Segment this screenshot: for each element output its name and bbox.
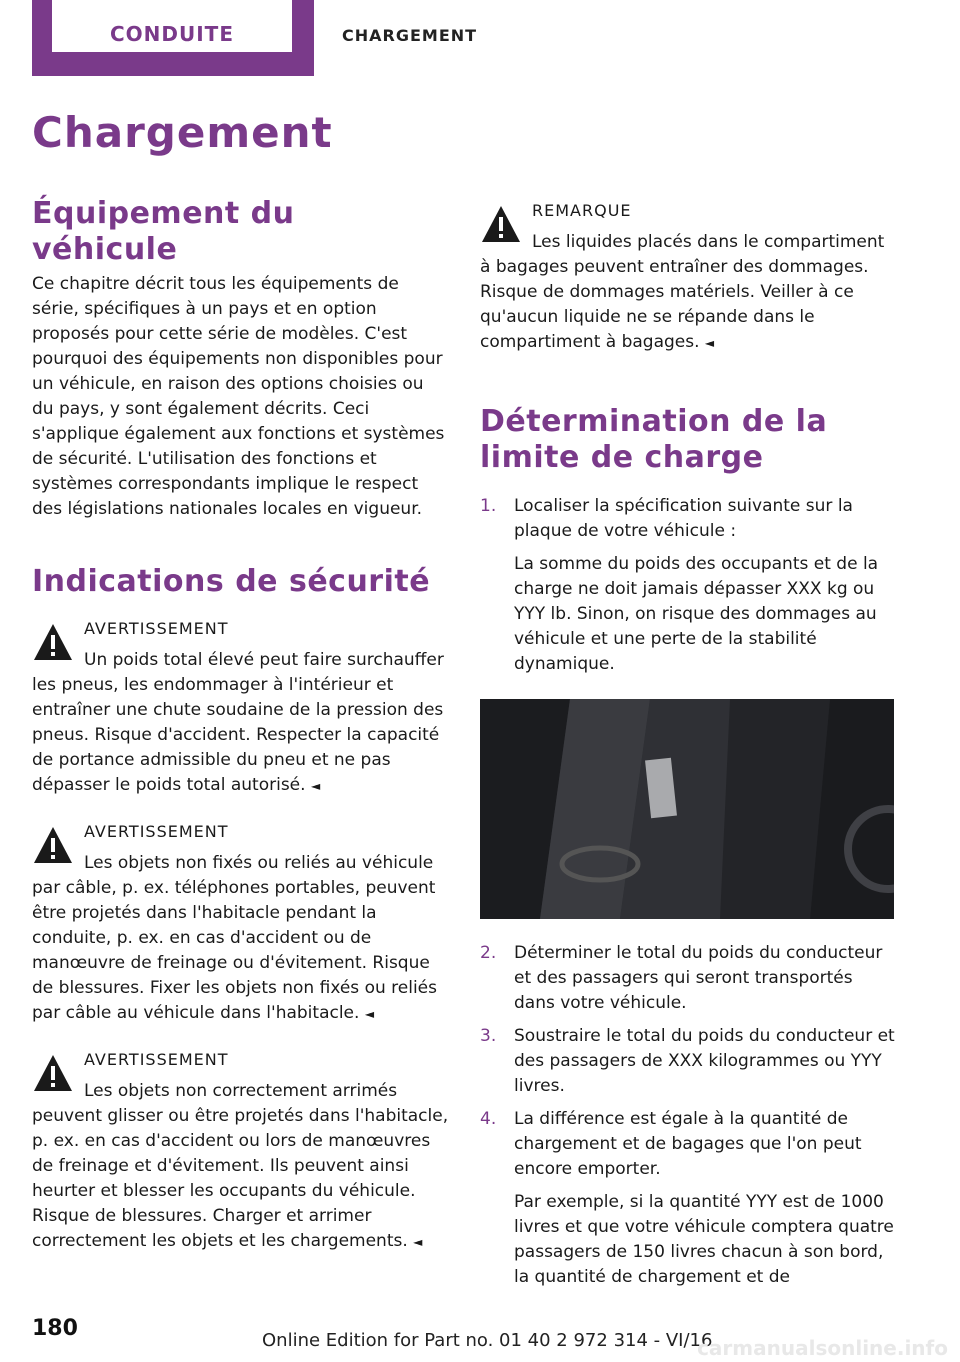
step-extra-text: La somme du poids des occupants et de la charge ne doit jamais dépasser XXX kg ou YYY lb. Sinon, on risque des dommages au véhicule et une perte de la stabilité dynamique. (514, 554, 879, 674)
left-column (32, 196, 450, 1255)
tab-chargement[interactable]: CHARGEMENT (342, 26, 478, 45)
page-number: 180 (32, 1316, 78, 1341)
remark-block (480, 198, 898, 356)
warning-text: Un poids total élevé peut faire surchauffer les pneus, les endommager à l'intérieur et entraîner une chute soudaine de la pression des pneus. Risque d'accident. Respecter la capacité de portance admissible du pneu et ne pas dépasser le poids total autorisé. (32, 650, 444, 795)
warning-block-3 (32, 1047, 450, 1255)
equipment-heading: Équipement du véhicule (32, 196, 295, 267)
load-limit-steps (480, 494, 898, 677)
edition-footer: Online Edition for Part no. 01 40 2 972 314 - VI/16 (262, 1330, 713, 1351)
step-number: 4. (480, 1109, 497, 1129)
warning-title: AVERTISSEMENT (84, 1050, 229, 1069)
step-text: Soustraire le total du poids du conducteur et des passagers de XXX kilogrammes ou YYY livres. (514, 1026, 895, 1096)
step-number: 1. (480, 496, 497, 516)
list-item (480, 941, 898, 1016)
warning-block-2 (32, 819, 450, 1027)
end-mark-icon: ◄ (413, 1235, 423, 1249)
page-title: Chargement (32, 108, 333, 157)
list-item (480, 1107, 898, 1290)
step-text: Localiser la spécification suivante sur la plaque de votre véhicule : (514, 496, 853, 541)
list-item (480, 494, 898, 677)
load-limit-steps-continued (480, 941, 898, 1290)
end-mark-icon: ◄ (704, 336, 715, 350)
warning-triangle-icon (32, 1053, 74, 1093)
door-sill-illustration (480, 699, 894, 919)
warning-triangle-icon (32, 825, 74, 865)
remark-title: REMARQUE (532, 201, 632, 220)
watermark: carmanualsonline.info (697, 1336, 948, 1360)
tab-conduite[interactable] (32, 0, 314, 76)
right-column (480, 198, 898, 1298)
warning-text: Les objets non fixés ou reliés au véhicule par câble, p. ex. téléphones portables, peuvent être projetés dans l'habitacle pendant la conduite, p. ex. en cas d'accident ou de manœuvre de freinage ou d'évitement. Risque de blessures. Fixer les objets non fixés ou reliés par câble au véhicule dans l'habitacle. (32, 853, 437, 1023)
list-item (480, 1024, 898, 1099)
load-limit-heading: Détermination de la limite de charge (480, 404, 828, 475)
step-extra-text: Par exemple, si la quantité YYY est de 1000 livres et que votre véhicule comptera quatre passagers de 150 livres chacun à son bord, la quantité de chargement et de (514, 1192, 894, 1287)
end-mark-icon: ◄ (364, 1007, 375, 1021)
step-number: 2. (480, 943, 497, 963)
warning-text: Les objets non correctement arrimés peuvent glisser ou être projetés dans l'habitacle, p. ex. en cas d'accident ou lors de manœuvres de freinage et d'évitement. Ils peuvent ainsi heurter et blesser les occupants du véhicule. Risque de blessures. Charger et arrimer correctement les objets et les chargements. (32, 1081, 449, 1251)
equipment-text: Ce chapitre décrit tous les équipements de série, spécifiques à un pays et en option proposés pour cette série de modèles. C'est pourquoi des équipements non disponibles pour un véhicule, en raison des options choisies ou du pays, y sont également décrits. Ceci s'applique également aux fonctions et systèmes de sécurité. L'utilisation des fonctions et systèmes correspondants implique le respect des législations nationales locales en vigueur. (32, 274, 445, 519)
warning-title: AVERTISSEMENT (84, 822, 229, 841)
warning-triangle-icon (32, 622, 74, 662)
warning-block-1 (32, 616, 450, 799)
step-text: La différence est égale à la quantité de chargement et de bagages que l'on peut encore emporter. (514, 1109, 862, 1179)
tab-conduite-inner (52, 0, 292, 52)
warning-title: AVERTISSEMENT (84, 619, 229, 638)
step-text: Déterminer le total du poids du conducteur et des passagers qui seront transportés dans votre véhicule. (514, 943, 883, 1013)
remark-text: Les liquides placés dans le compartiment à bagages peuvent entraîner des dommages. Risque de dommages matériels. Veiller à ce qu'aucun liquide ne se répande dans le compartiment à bagages. (480, 232, 885, 352)
warning-triangle-icon (480, 204, 522, 244)
safety-heading: Indications de sécurité (32, 564, 431, 599)
tab-conduite-label: CONDUITE (109, 22, 234, 46)
end-mark-icon: ◄ (310, 779, 321, 793)
step-number: 3. (480, 1026, 497, 1046)
door-sill-photo (480, 699, 894, 919)
